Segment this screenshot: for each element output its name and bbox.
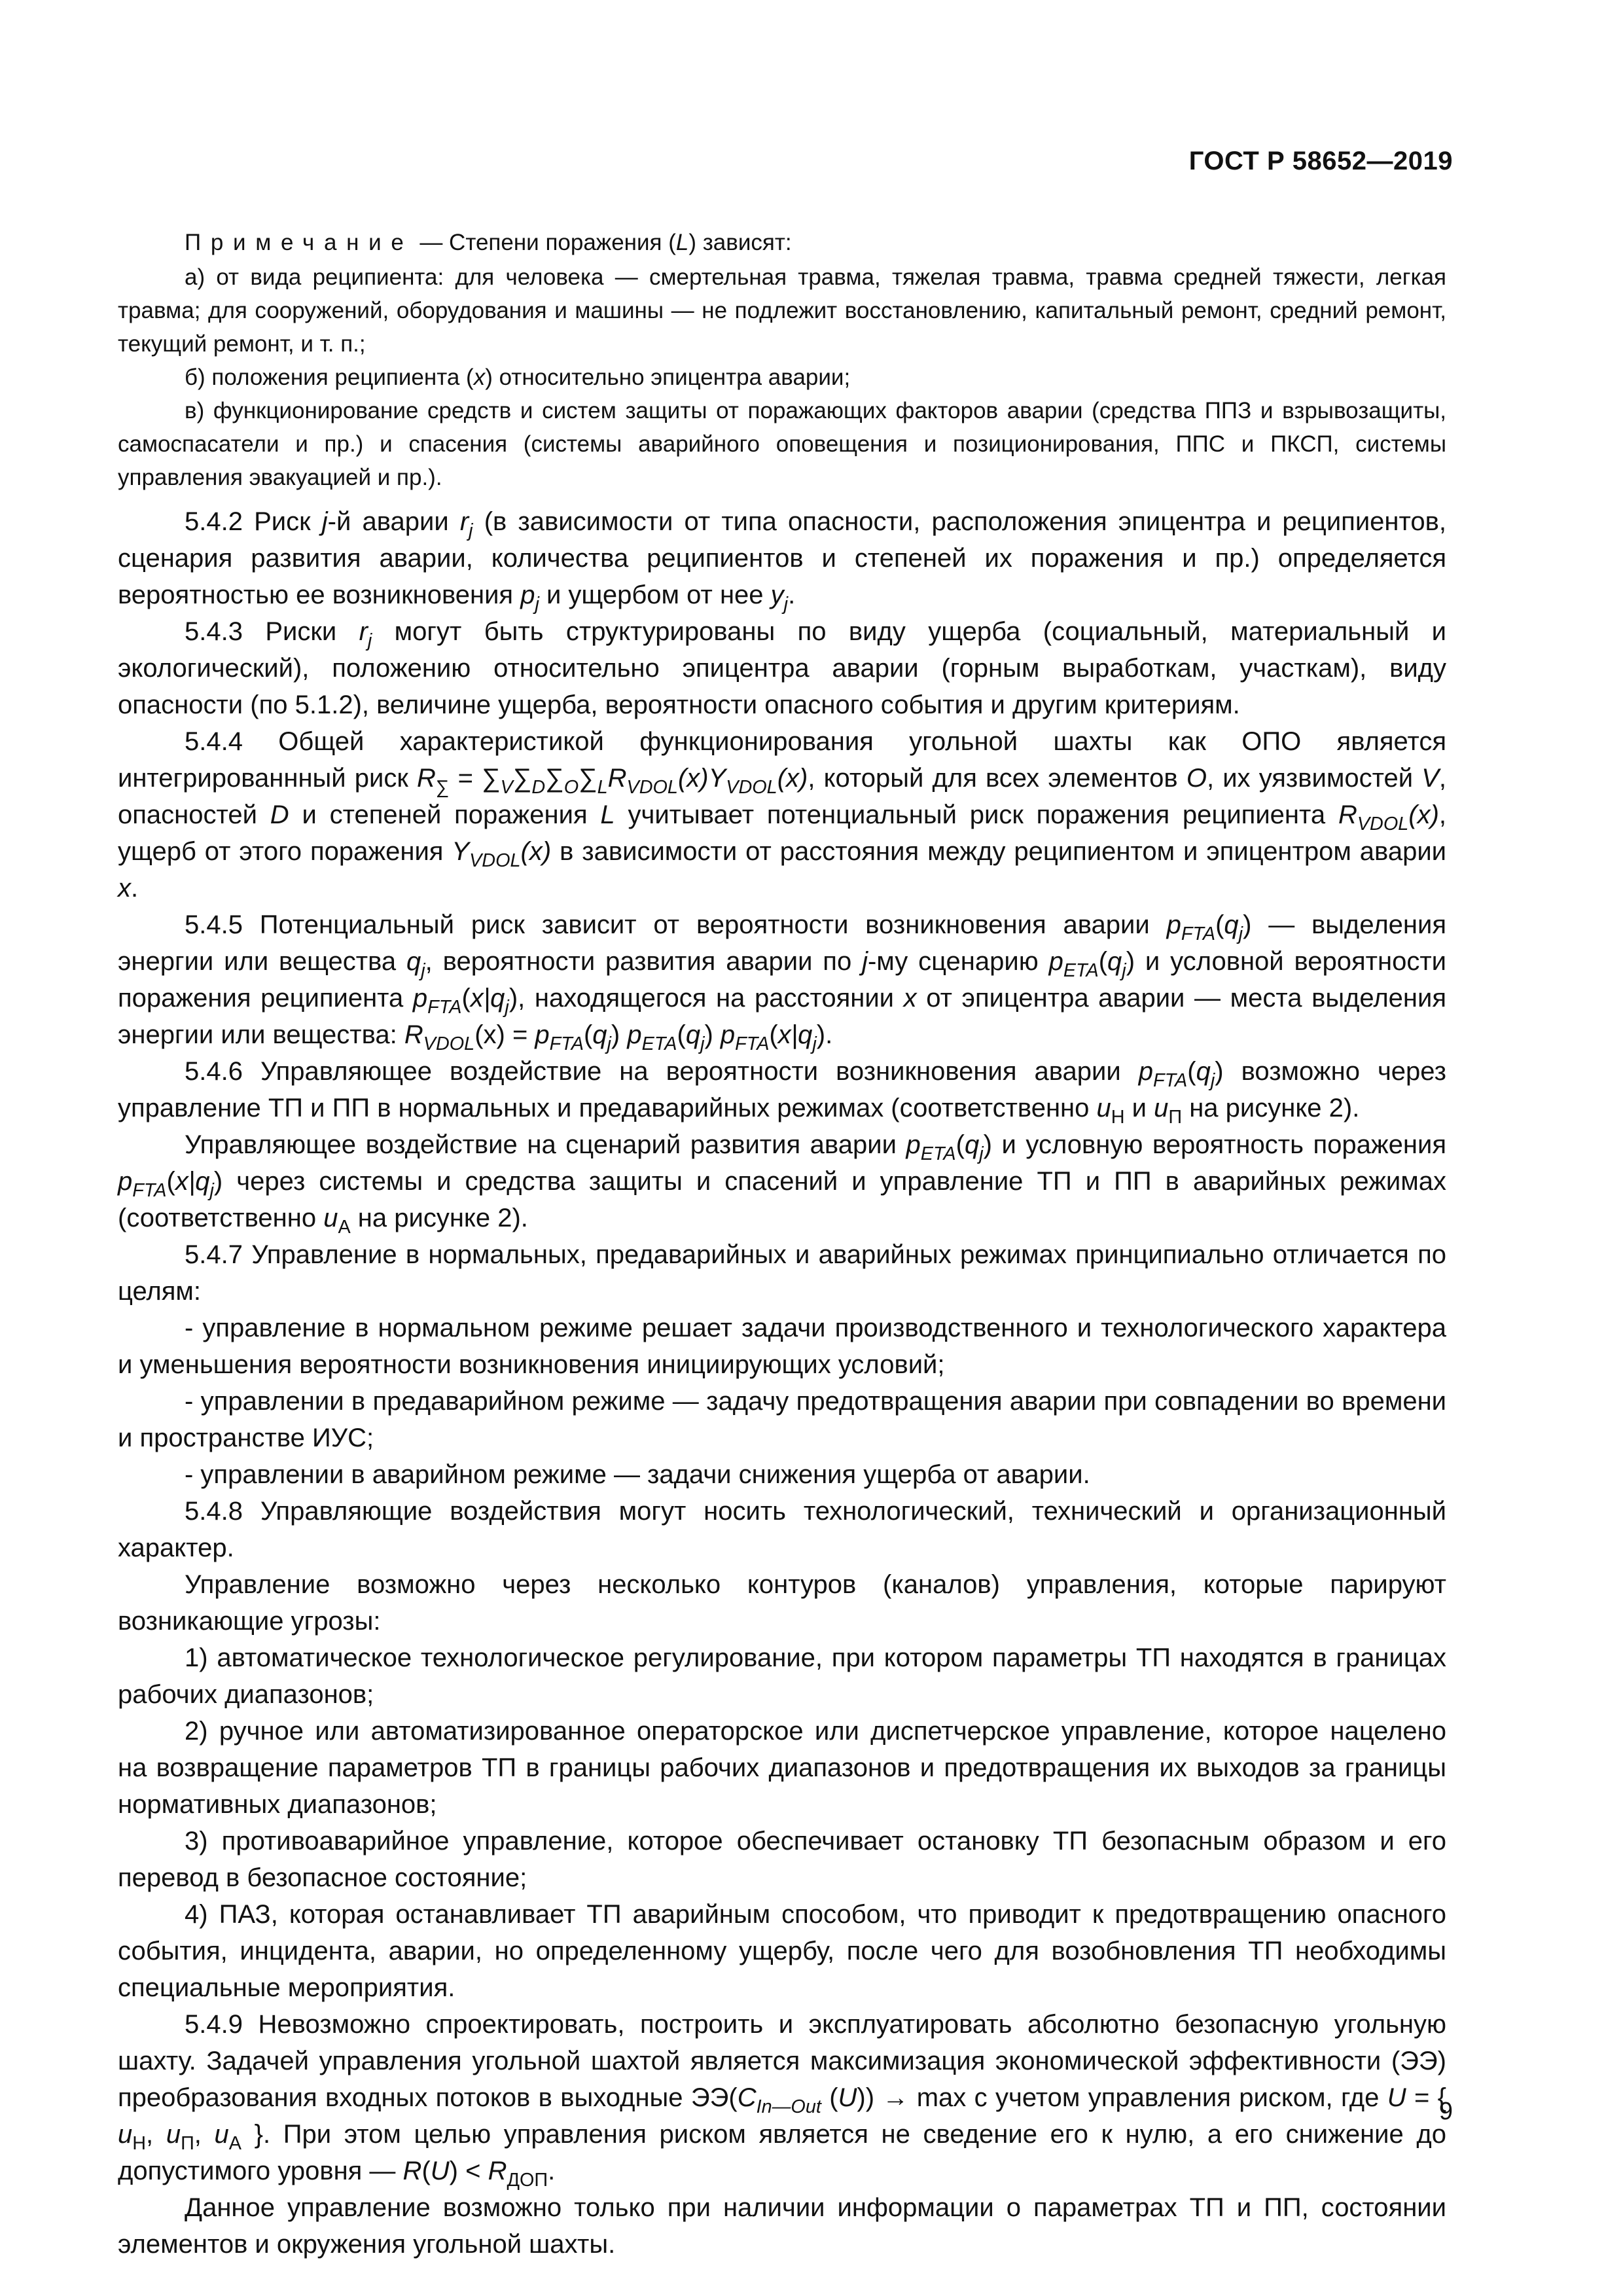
paragraph-5-4-8: 5.4.8 Управляющие воздействия могут носить технологический, технический и организационный характер.: [118, 1497, 1446, 1562]
note-label: Примечание: [185, 230, 414, 255]
document-code: ГОСТ Р 58652—2019: [1188, 147, 1453, 175]
paragraph-5-4-6: 5.4.6 Управляющее воздействие на вероятности возникновения аварии $p_{FTA}(q_j)$ возможно через управление ТП и ПП в нормальных и предаварийных режимах (соответственно $u_Н$ и $u_П$ на рисунке 2).: [118, 1057, 1447, 1128]
main-text: [118, 503, 1446, 2263]
list-item: - управлении в предаварийном режиме — задачу предотвращения аварии при совпадении во времени и пространстве ИУС;: [118, 1387, 1446, 1452]
note-item-c: в) функционирование средств и систем защиты от поражающих факторов аварии (средства ППЗ и взрывозащиты, самоспасатели и пр.) и спасения (системы аварийного оповещения и позиционирования, ППС и ПКСП, системы управления эвакуацией и пр.).: [118, 398, 1446, 490]
page-number: 9: [1438, 2098, 1453, 2125]
list-item: - управлении в аварийном режиме — задачи снижения ущерба от аварии.: [185, 1460, 1090, 1489]
list-item: - управление в нормальном режиме решает задачи производственного и технологического характера и уменьшения вероятности возникновения инициирующих условий;: [118, 1314, 1446, 1379]
paragraph-5-4-8-continued: Управление возможно через несколько контуров (каналов) управления, которые парируют возникающие угрозы:: [118, 1570, 1446, 1636]
note-intro: Примечание — Степени поражения (L) зависят:: [185, 230, 792, 255]
paragraph-5-4-6-continued: Управляющее воздействие на сценарий развития аварии $p_{ETA}(q_j)$ и условную вероятность поражения $p_{FTA}(x|q_j)$ через системы и средства защиты и спасений и управление ТП и ПП в аварийных режимах (соответственно $u_А$ на рисунке 2).: [118, 1130, 1446, 1238]
note-item-b: б) положения реципиента (x) относительно эпицентра аварии;: [185, 365, 851, 390]
paragraph-5-4-2: 5.4.2 Риск j-й аварии $r_j$ (в зависимости от типа опасности, расположения эпицентра и реципиентов, сценария развития аварии, количества реципиентов и степеней их поражения и пр.) определяется вероятностью ее возникновения $p_j$ и ущербом от нее $y_j$.: [118, 507, 1446, 615]
note-block: [118, 226, 1446, 494]
paragraph-5-4-7: 5.4.7 Управление в нормальных, предаварийных и аварийных режимах принципиально отличается по целям:: [118, 1240, 1446, 1306]
page-content: [118, 226, 1446, 2263]
list-item: 1) автоматическое технологическое регулирование, при котором параметры ТП находятся в границах рабочих диапазонов;: [118, 1643, 1446, 1709]
list-item: 2) ручное или автоматизированное операторское или диспетчерское управление, которое нацелено на возвращение параметров ТП в границы рабочих диапазонов и предотвращения их выходов за границы нормативных диапазонов;: [118, 1717, 1446, 1819]
paragraph-5-4-5: 5.4.5 Потенциальный риск зависит от вероятности возникновения аварии $p_{FTA}(q_j)$ — выделения энергии или вещества $q_j$, вероятности развития аварии по j-му сценарию $p_{ETA}(q_j)$ и условной вероятности поражения реципиента $p_{FTA}(x|q_j)$, находящегося на расстоянии x от эпицентра аварии — места выделения энергии или вещества: $R_{VDOL}(x) = p_{FTA}(q_j)$ $p_{ETA}(q_j)$ $p_{FTA}(x|q_j)$.: [118, 910, 1447, 1055]
paragraph-5-4-3: 5.4.3 Риски $r_j$ могут быть структурированы по виду ущерба (социальный, материальный и экологический), положению относительно эпицентра аварии (горным выработкам, участкам), виду опасности (по 5.1.2), величине ущерба, вероятности опасного события и другим критериям.: [118, 617, 1447, 719]
paragraph-5-4-9-continued: Данное управление возможно только при наличии информации о параметрах ТП и ПП, состоянии элементов и окружения угольной шахты.: [118, 2193, 1446, 2259]
paragraph-5-4-9: 5.4.9 Невозможно спроектировать, построить и эксплуатировать абсолютно безопасную угольную шахту. Задачей управления угольной шахтой является максимизация экономической эффективности (ЭЭ) преобразования входных потоков в выходные $ЭЭ(C_{In—Out}$ (U)) → max с учетом управления риском, где U = { $u_Н$, $u_П$, $u_А$ }. При этом целью управления риском является не сведение его к нулю, а его снижение до допустимого уровня — $R(U) < R_{ДОП}$.: [118, 2010, 1447, 2191]
list-item: 3) противоаварийное управление, которое обеспечивает остановку ТП безопасным образом и его перевод в безопасное состояние;: [118, 1827, 1446, 1892]
paragraph-5-4-4: 5.4.4 Общей характеристикой функционирования угольной шахты как ОПО является интегрированнный риск $R_\sum = \sum_V\sum_D\sum_O\sum_LR_{VDOL}(x)Y_{VDOL}(x)$, который для всех элементов O, их уязвимостей V, опасностей D и степеней поражения L учитывает потенциальный риск поражения реципиента $R_{VDOL}(x)$, ущерб от этого поражения $Y_{VDOL}(x)$ в зависимости от расстояния между реципиентом и эпицентром аварии x.: [118, 727, 1447, 903]
note-item-a: а) от вида реципиента: для человека — смертельная травма, тяжелая травма, травма средней тяжести, легкая травма; для сооружений, оборудования и машины — не подлежит восстановлению, капитальный ремонт, средний ремонт, текущий ремонт, и т. п.;: [118, 264, 1446, 357]
list-item: 4) ПАЗ, которая останавливает ТП аварийным способом, что приводит к предотвращению опасного события, инцидента, аварии, но определенному ущербу, после чего для возобновления ТП необходимы специальные мероприятия.: [118, 1900, 1446, 2002]
